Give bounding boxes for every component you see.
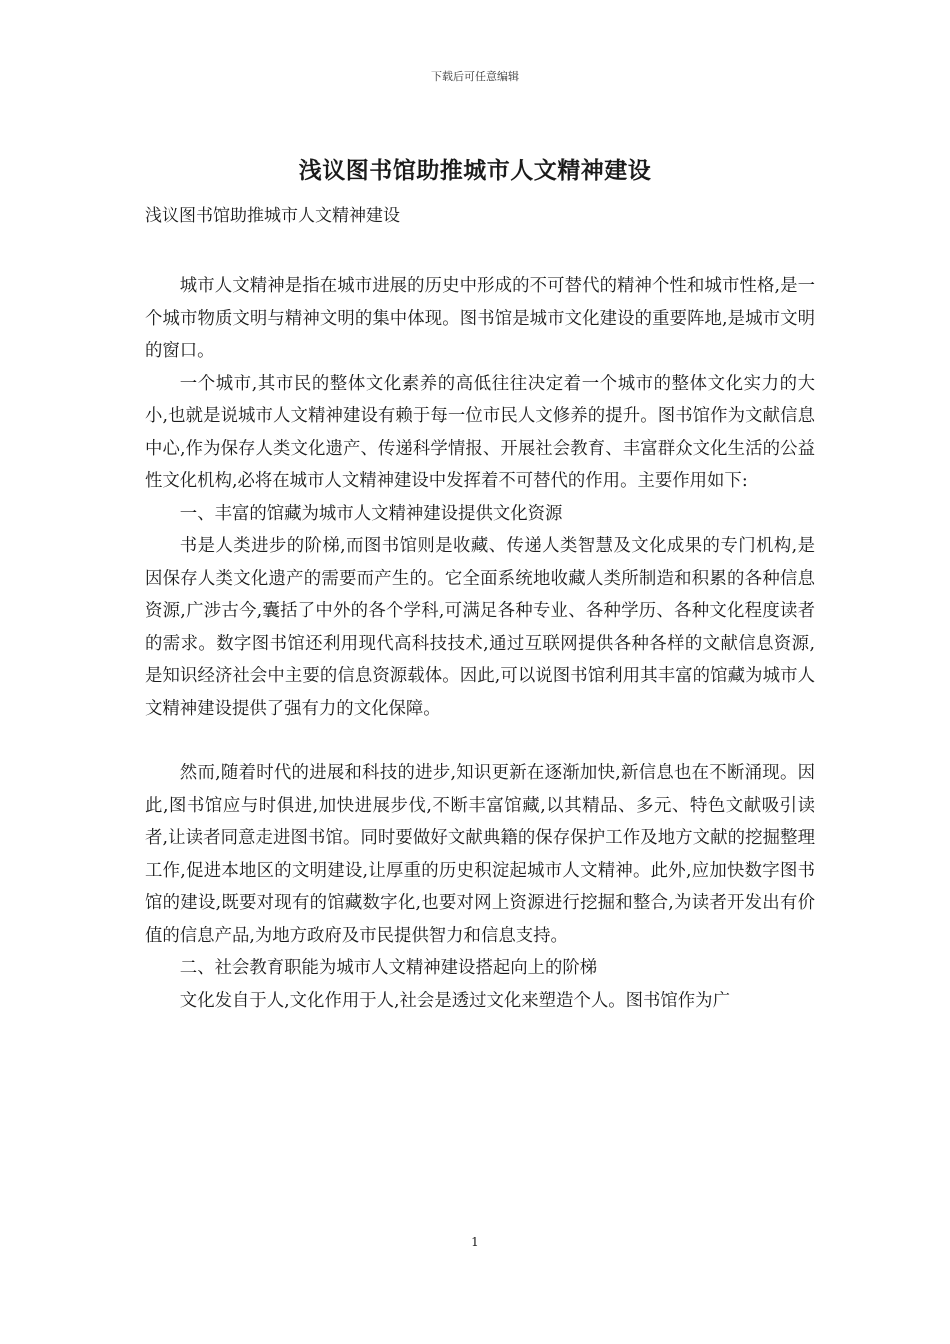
paragraph-culture-education: 文化发自于人,文化作用于人,社会是透过文化来塑造个人。图书馆作为广 bbox=[179, 990, 730, 1011]
section-heading-1: 一、丰富的馆藏为城市人文精神建设提供文化资源 bbox=[179, 503, 563, 524]
paragraph-city-culture: 一个城市,其市民的整体文化素养的高低往往决定着一个城市的整体文化实力的大小,也就是说城市人文精神建设有赖于每一位市民人文修养的提升。图书馆作为文献信息中心,作为保存人类文化遗产、传递科学情报、开展社会教育、丰富群众文化生活的公益性文化机构,必将在城市人文精神建设中发挥着不可替代的作用。主要作用如下: bbox=[145, 373, 815, 491]
document-subtitle: 浅议图书馆助推城市人文精神建设 bbox=[145, 206, 400, 226]
paragraph-intro: 城市人文精神是指在城市进展的历史中形成的不可替代的精神个性和城市性格,是一个城市物质文明与精神文明的集中体现。图书馆是城市文化建设的重要阵地,是城市文明的窗口。 bbox=[145, 276, 815, 361]
paragraph-development: 然而,随着时代的进展和科技的进步,知识更新在逐渐加快,新信息也在不断涌现。因此,图书馆应与时俱进,加快进展步伐,不断丰富馆藏,以其精品、多元、特色文献吸引读者,让读者同意走进图书馆。同时要做好文献典籍的保存保护工作及地方文献的挖掘整理工作,促进本地区的文明建设,让厚重的历史积淀起城市人文精神。此外,应加快数字图书馆的建设,既要对现有的馆藏数字化,也要对网上资源进行挖掘和整合,为读者开发出有价值的信息产品,为地方政府及市民提供智力和信息支持。 bbox=[145, 763, 815, 946]
document-title: 浅议图书馆助推城市人文精神建设 bbox=[298, 157, 652, 184]
header-note: 下载后可任意编辑 bbox=[431, 70, 519, 83]
paragraph-library-collection: 书是人类进步的阶梯,而图书馆则是收藏、传递人类智慧及文化成果的专门机构,是因保存人类文化遗产的需要而产生的。它全面系统地收藏人类所制造和积累的各种信息资源,广涉古今,囊括了中外的各个学科,可满足各种专业、各种学历、各种文化程度读者的需求。数字图书馆还利用现代高科技技术,通过互联网提供各种各样的文献信息资源,是知识经济社会中主要的信息资源载体。因此,可以说图书馆利用其丰富的馆藏为城市人文精神建设提供了强有力的文化保障。 bbox=[145, 536, 815, 719]
page-number: 1 bbox=[471, 1235, 479, 1249]
section-heading-2: 二、社会教育职能为城市人文精神建设搭起向上的阶梯 bbox=[179, 958, 598, 978]
document-body bbox=[145, 270, 815, 1017]
